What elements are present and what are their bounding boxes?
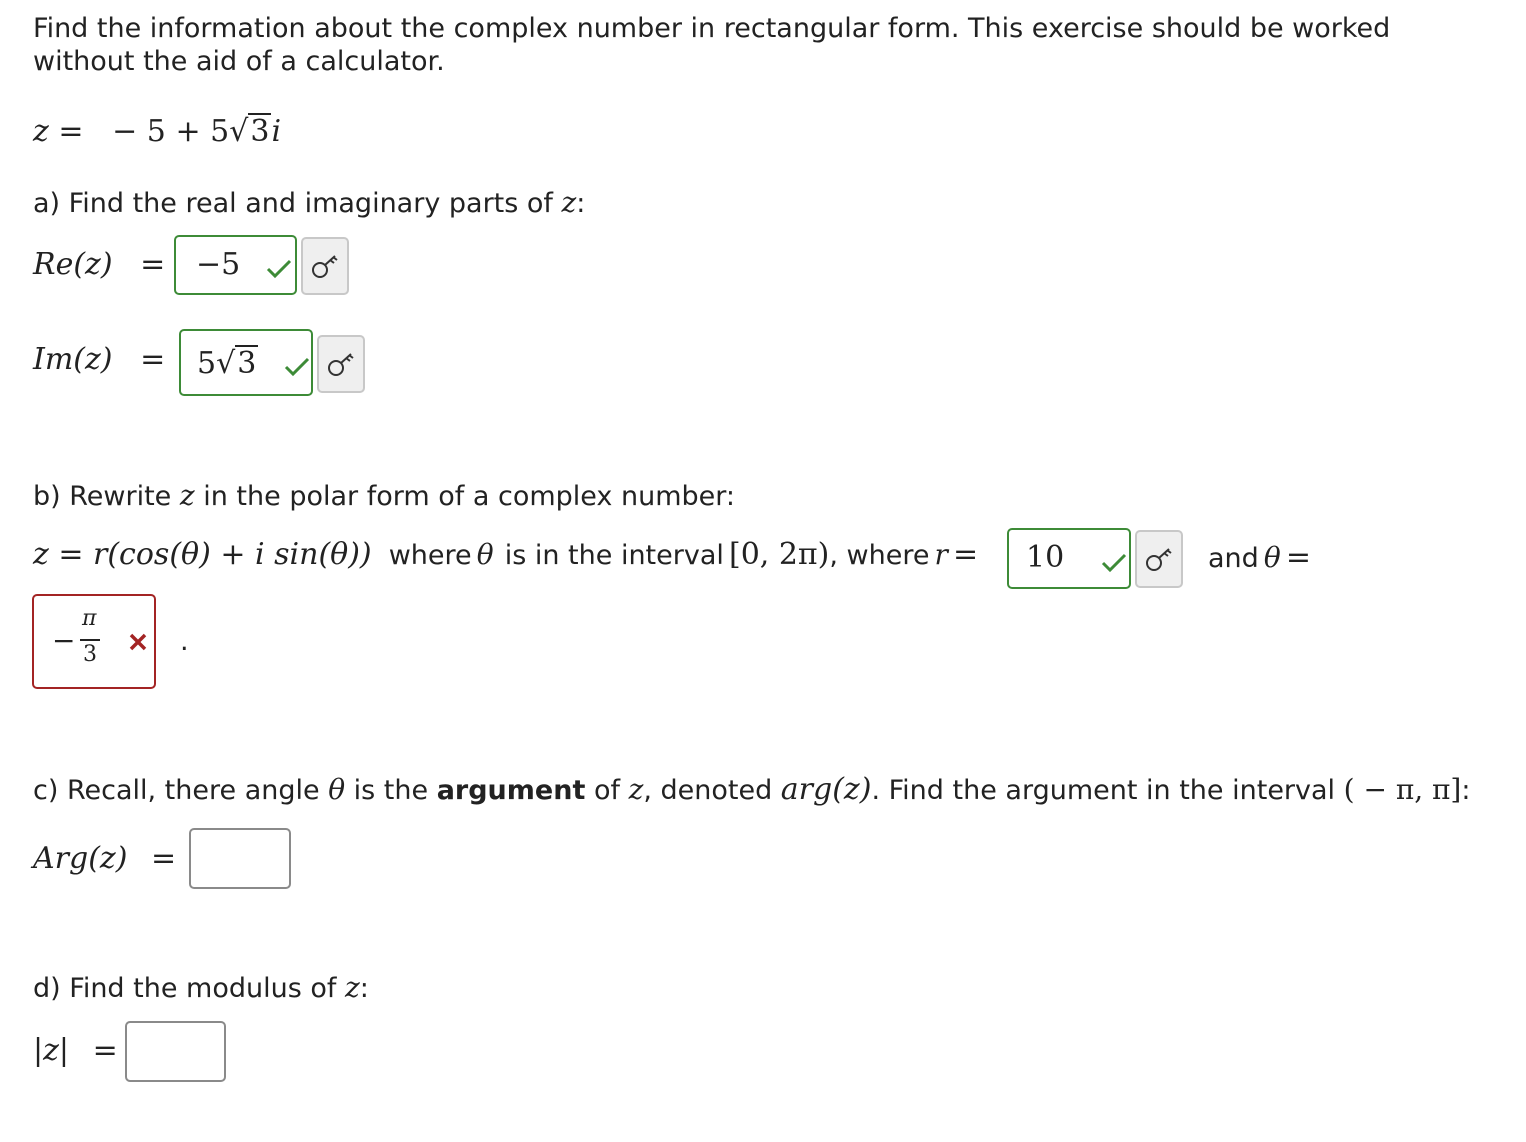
r-answer-field[interactable]: 10 xyxy=(1007,528,1131,589)
key-icon xyxy=(1145,546,1175,574)
check-icon xyxy=(1101,553,1127,573)
check-icon xyxy=(266,259,292,279)
arg-label: Arg(z) = xyxy=(33,841,177,876)
key-icon xyxy=(327,351,357,379)
modulus-label: |z| = xyxy=(33,1033,118,1068)
instructions-line-1: Find the information about the complex number in rectangular form. This exercise should be worked xyxy=(33,13,1391,44)
im-label: Im(z) = xyxy=(33,342,166,377)
modulus-answer-field[interactable] xyxy=(125,1021,226,1082)
re-answer-field[interactable]: −5 xyxy=(174,235,297,295)
re-label: Re(z) = xyxy=(33,247,166,282)
period: . xyxy=(180,626,189,657)
instructions-line-2: without the aid of a calculator. xyxy=(33,46,445,77)
key-icon-button[interactable] xyxy=(301,237,349,295)
theta-answer-field[interactable]: − π 3 xyxy=(32,594,156,689)
key-icon xyxy=(311,253,341,281)
arg-answer-field[interactable] xyxy=(189,828,291,889)
key-icon-button[interactable] xyxy=(317,335,365,393)
polar-form-line: z = r(cos(θ) + i sin(θ)) where θ is in the interval [0, 2π), where r = xyxy=(33,537,979,572)
im-answer-field[interactable]: 5√3 xyxy=(179,329,313,396)
part-c-prompt: c) Recall, there angle θ is the argument of z, denoted arg(z). Find the argument in the interval ( − π, π]: xyxy=(33,772,1471,807)
fraction-bar xyxy=(80,639,100,641)
part-b-prompt: b) Rewrite z in the polar form of a complex number: xyxy=(33,479,735,512)
part-d-prompt: d) Find the modulus of z: xyxy=(33,971,369,1004)
given-expression: z = − 5 + 5√3i xyxy=(33,114,282,149)
key-icon-button[interactable] xyxy=(1135,530,1183,588)
part-a-prompt: a) Find the real and imaginary parts of z: xyxy=(33,186,586,219)
cross-icon xyxy=(128,632,148,652)
and-theta-label: and θ = xyxy=(1208,540,1311,575)
check-icon xyxy=(284,357,310,377)
